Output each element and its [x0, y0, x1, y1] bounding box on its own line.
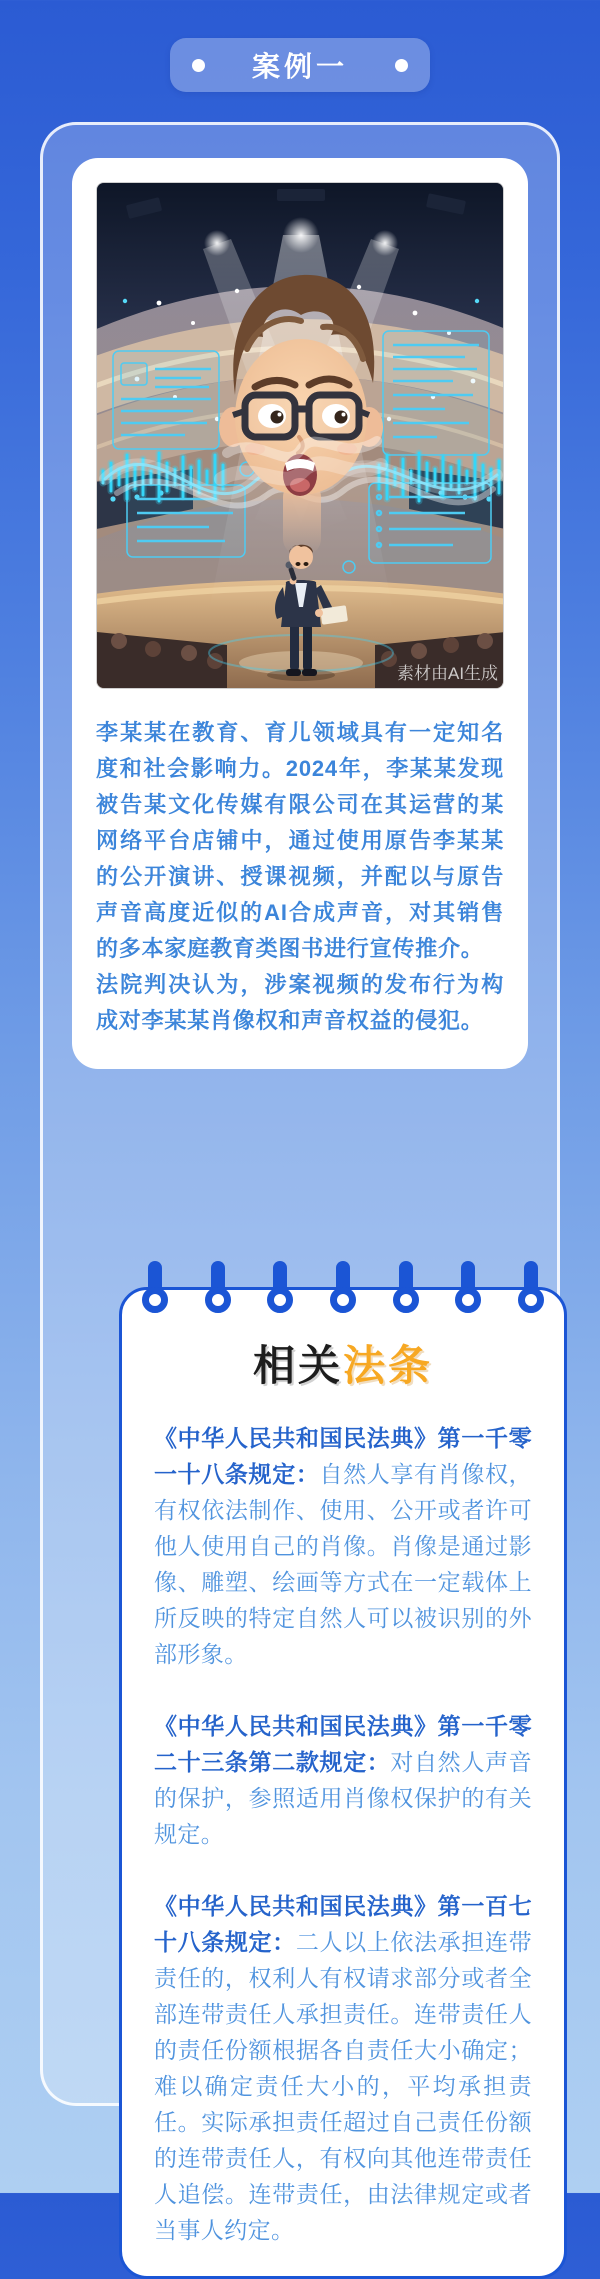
- case-description: [96, 715, 504, 1039]
- spiral-ring: [455, 1261, 481, 1313]
- article-citation: 《中华人民共和国民法典》第一千零二十三条第二款规定：: [154, 1713, 532, 1775]
- article-body: 自然人享有肖像权，有权依法制作、使用、公开或者许可他人使用自己的肖像。肖像是通过影像、雕塑、绘画等方式在一定载体上所反映的特定自然人可以被识别的外部形象。: [154, 1461, 532, 1667]
- law-article-1: [154, 1420, 532, 1672]
- law-article-2: [154, 1708, 532, 1852]
- content-frame: [40, 122, 560, 2243]
- case-card: [72, 158, 528, 1069]
- badge-dot-left: [192, 59, 205, 72]
- case-badge-label: 案例一: [251, 51, 348, 82]
- law-card: [119, 1287, 567, 2279]
- law-title-black: 相关: [252, 1342, 343, 1389]
- case-paragraph-1: 李某某在教育、育儿领域具有一定知名度和社会影响力。2024年，李某某发现被告某文化传媒有限公司在其运营的某网络平台店铺中，通过使用原告李某某的公开演讲、授课视频，并配以与原告声音高度近似的AI合成声音，对其销售的多本家庭教育类图书进行宣传推介。: [96, 720, 504, 961]
- article-body: 二人以上依法承担连带责任的，权利人有权请求部分或者全部连带责任人承担责任。连带责任人的责任份额根据各自责任大小确定；难以确定责任大小的，平均承担责任。实际承担责任超过自己责任份额的连带责任人，有权向其他连带责任人追偿。连带责任，由法律规定或者当事人约定。: [154, 1929, 532, 2243]
- ai-scene-illustration: [97, 183, 504, 689]
- article-citation: 《中华人民共和国民法典》第一千零一十八条规定：: [154, 1425, 532, 1487]
- spiral-ring: [393, 1261, 419, 1313]
- spiral-ring: [330, 1261, 356, 1313]
- article-citation: 《中华人民共和国民法典》第一百七十八条规定：: [154, 1893, 532, 1955]
- spiral-ring: [267, 1261, 293, 1313]
- case-photo: [96, 182, 504, 689]
- case-paragraph-2: 法院判决认为，涉案视频的发布行为构成对李某某肖像权和声音权益的侵犯。: [96, 972, 504, 1033]
- law-article-3: [154, 1888, 532, 2248]
- spiral-ring: [142, 1261, 168, 1313]
- article-body: 对自然人声音的保护，参照适用肖像权保护的有关规定。: [154, 1749, 533, 1847]
- spiral-ring: [205, 1261, 231, 1313]
- law-notebook: [119, 1261, 567, 2279]
- law-section-title: [154, 1340, 532, 1392]
- badge-dot-right: [395, 59, 408, 72]
- spiral-binding: [119, 1261, 567, 1313]
- photo-watermark: 素材由AI生成: [397, 664, 499, 683]
- case-badge: [170, 38, 430, 92]
- law-title-orange: 法条: [343, 1342, 434, 1389]
- spiral-ring: [518, 1261, 544, 1313]
